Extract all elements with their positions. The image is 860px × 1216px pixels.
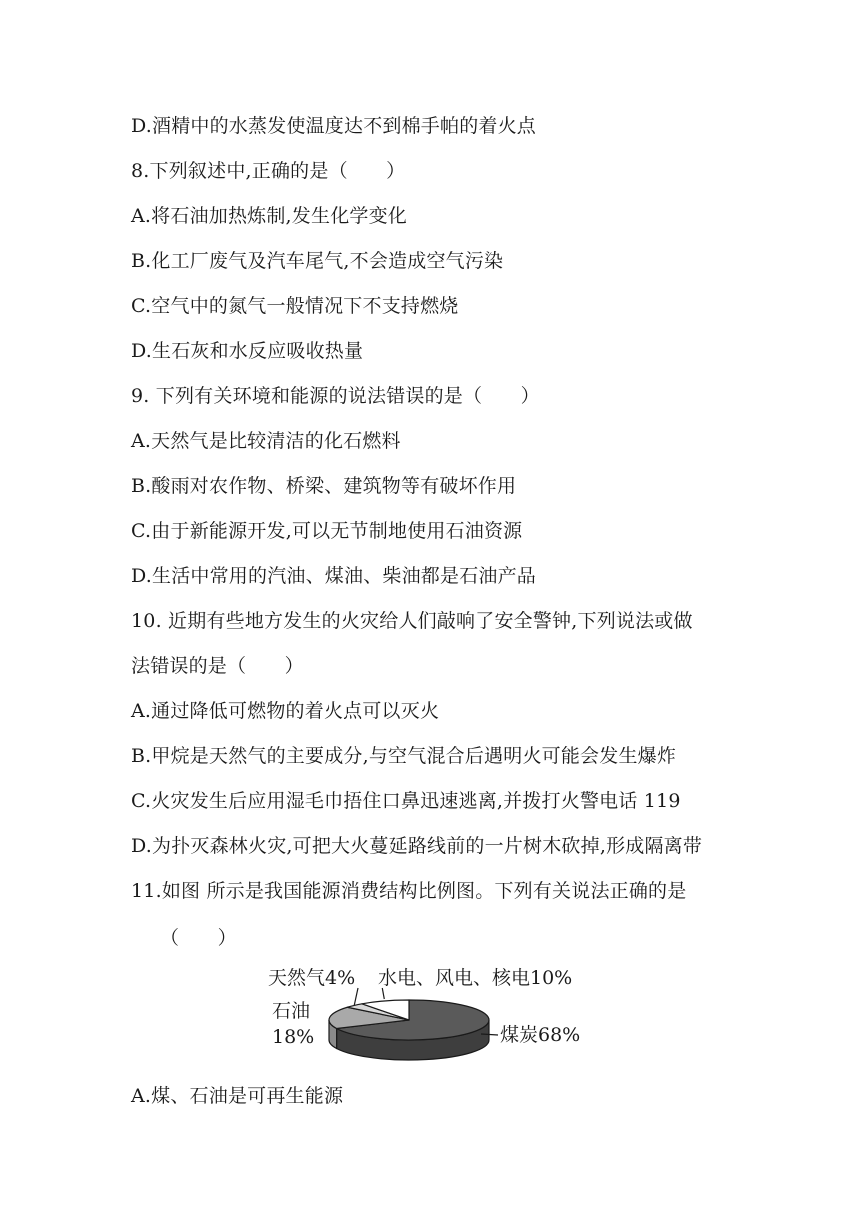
option-9c: C.由于新能源开发,可以无节制地使用石油资源 [131, 520, 523, 542]
chart-label-renewables: 水电、风电、核电10% [378, 967, 573, 989]
chart-label-oil-name: 石油 [272, 1000, 311, 1022]
chart-label-gas: 天然气4% [268, 967, 356, 989]
question-11-stem-line1: 11.如图 所示是我国能源消费结构比例图。下列有关说法正确的是 [131, 880, 687, 902]
option-9b: B.酸雨对农作物、桥梁、建筑物等有破坏作用 [131, 475, 517, 497]
question-8-stem: 8.下列叙述中,正确的是（ ） [131, 160, 406, 182]
question-10-stem-line2: 法错误的是（ ） [131, 655, 304, 677]
option-9d: D.生活中常用的汽油、煤油、柴油都是石油产品 [131, 565, 536, 587]
leader-renewables [382, 988, 384, 999]
chart-label-oil-value: 18% [272, 1026, 315, 1048]
option-8c: C.空气中的氮气一般情况下不支持燃烧 [131, 295, 459, 317]
question-9-stem: 9. 下列有关环境和能源的说法错误的是（ ） [131, 385, 540, 407]
option-8d: D.生石灰和水反应吸收热量 [131, 340, 364, 362]
question-11-answer-paren: （ ） [160, 927, 237, 949]
energy-pie-chart [262, 958, 602, 1076]
option-10b: B.甲烷是天然气的主要成分,与空气混合后遇明火可能会发生爆炸 [131, 745, 677, 767]
option-10c: C.火灾发生后应用湿毛巾捂住口鼻迅速逃离,并拨打火警电话 119 [131, 790, 681, 812]
question-10-stem-line1: 10. 近期有些地方发生的火灾给人们敲响了安全警钟,下列说法或做 [131, 610, 693, 632]
leader-gas [354, 988, 358, 1005]
option-7d: D.酒精中的水蒸发使温度达不到棉手帕的着火点 [131, 115, 536, 137]
option-10d: D.为扑灭森林火灾,可把大火蔓延路线前的一片树木砍掉,形成隔离带 [131, 835, 703, 857]
option-8a: A.将石油加热炼制,发生化学变化 [131, 205, 408, 227]
option-8b: B.化工厂废气及汽车尾气,不会造成空气污染 [131, 250, 504, 272]
option-10a: A.通过降低可燃物的着火点可以灭火 [131, 700, 440, 722]
chart-label-coal: 煤炭68% [500, 1024, 581, 1046]
option-9a: A.天然气是比较清洁的化石燃料 [131, 430, 401, 452]
option-11a: A.煤、石油是可再生能源 [131, 1085, 344, 1107]
